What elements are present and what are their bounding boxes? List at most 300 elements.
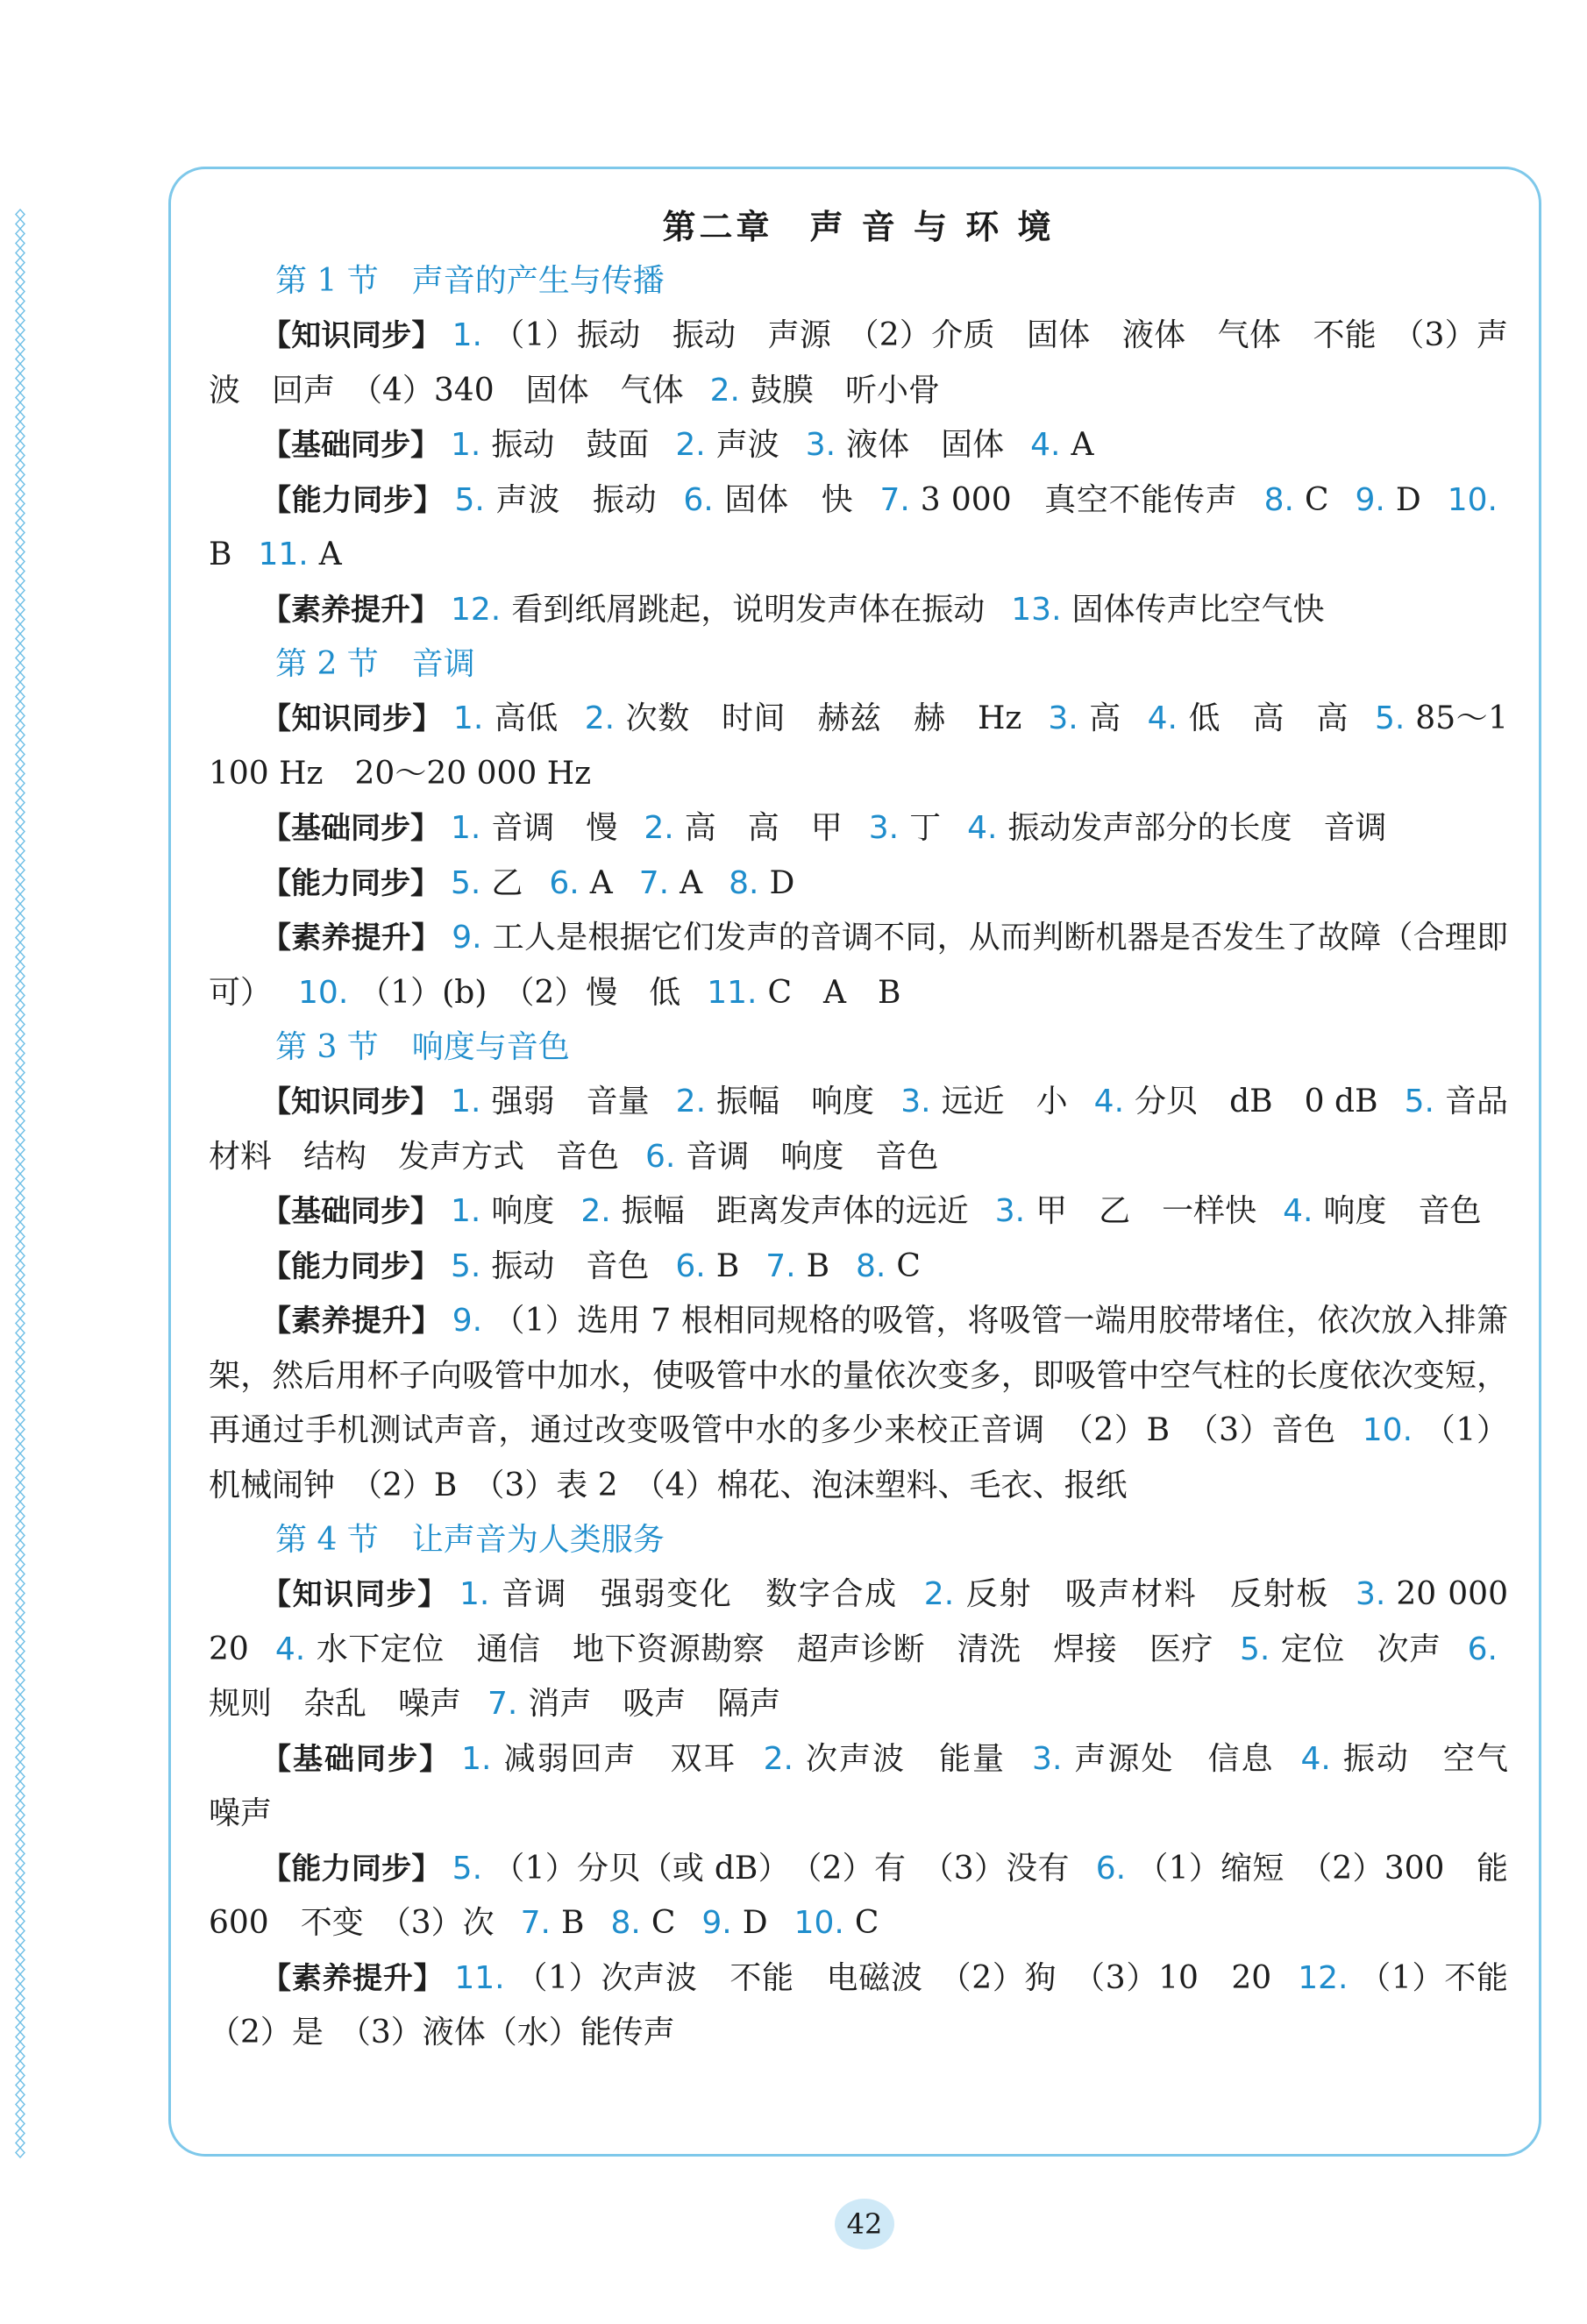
answer-text: D [742, 1905, 768, 1941]
answer-text: 高低 [494, 700, 559, 736]
binding-diamond [16, 2071, 25, 2080]
answer-entry [209, 1567, 1541, 1732]
binding-diamond [16, 817, 25, 827]
answer-entry [209, 1951, 1541, 2061]
answer-text: 丁 [909, 810, 942, 846]
binding-diamond [16, 287, 25, 296]
binding-diamond [16, 1020, 25, 1029]
answer-text: 次数 时间 赫兹 赫 Hz [625, 700, 1022, 736]
binding-diamond [16, 383, 25, 393]
binding-diamond [16, 1502, 25, 1511]
answer-text: 液体 固体 [846, 427, 1005, 463]
binding-diamond [16, 952, 25, 962]
question-number: 4. [1093, 1084, 1125, 1119]
question-number: 9. [701, 1905, 732, 1941]
entry-category-tag: 【知识同步】 [261, 1577, 449, 1612]
binding-diamond [16, 1135, 25, 1145]
binding-diamond [16, 1646, 25, 1656]
answer-text: 声波 振动 [495, 481, 658, 518]
binding-diamond [16, 1328, 25, 1338]
binding-diamond [16, 2148, 25, 2157]
binding-diamond [16, 624, 25, 634]
question-number: 8. [856, 1247, 886, 1284]
entry-category-tag: 【素养提升】 [261, 1960, 445, 1996]
binding-diamond [16, 759, 25, 769]
answer-text: A [589, 864, 613, 901]
binding-diamond [16, 778, 25, 788]
binding-diamond [16, 1984, 25, 1994]
binding-diamond [16, 1193, 25, 1203]
binding-diamond [16, 1126, 25, 1135]
question-number: 7. [638, 864, 670, 901]
binding-diamond [16, 2003, 25, 2013]
binding-diamond [16, 1974, 25, 1984]
entry-category-tag: 【素养提升】 [261, 1304, 442, 1339]
question-number: 4. [1283, 1193, 1313, 1229]
answer-text: 振动发声部分的长度 音调 [1007, 810, 1387, 846]
binding-diamond [16, 2100, 25, 2109]
question-number: 2. [580, 1193, 611, 1229]
binding-diamond [16, 1048, 25, 1058]
section-number: 第 4 节 [275, 1522, 379, 1558]
answer-text: 低 高 高 [1188, 700, 1349, 736]
binding-diamond [16, 605, 25, 615]
binding-diamond [16, 1945, 25, 1955]
binding-diamond [16, 1290, 25, 1299]
binding-diamond [16, 393, 25, 402]
binding-diamond [16, 402, 25, 412]
binding-diamond [16, 1685, 25, 1695]
binding-diamond [16, 788, 25, 798]
binding-diamond [16, 1916, 25, 1926]
binding-diamond [16, 1772, 25, 1781]
sections-container [209, 254, 1541, 2061]
answer-text: 次声波 能量 [803, 1740, 1007, 1777]
binding-diamond [16, 1839, 25, 1849]
answer-entry [209, 1294, 1508, 1513]
binding-diamond [16, 537, 25, 547]
binding-diamond [16, 1531, 25, 1540]
question-number: 5. [451, 864, 481, 901]
question-number: 6. [645, 1138, 676, 1175]
question-number: 6. [549, 864, 580, 901]
binding-diamond [16, 528, 25, 537]
binding-diamond [16, 518, 25, 528]
binding-diamond [16, 1106, 25, 1116]
answer-text: 鼓膜 听小骨 [750, 372, 940, 409]
binding-diamond [16, 460, 25, 470]
binding-diamond [16, 942, 25, 952]
binding-diamond [16, 2090, 25, 2100]
binding-diamond [16, 721, 25, 730]
binding-diamond [16, 219, 25, 229]
section-title [209, 254, 1508, 309]
question-number: 8. [1263, 481, 1294, 518]
binding-diamond [16, 354, 25, 364]
binding-diamond [16, 923, 25, 933]
question-number: 4. [274, 1631, 306, 1667]
binding-diamond [16, 595, 25, 605]
binding-diamond [16, 1550, 25, 1560]
question-number: 5. [451, 1247, 481, 1284]
binding-diamond [16, 431, 25, 441]
section-number: 第 1 节 [275, 263, 379, 299]
binding-diamond [16, 865, 25, 875]
binding-diamond [16, 672, 25, 682]
binding-diamond [16, 991, 25, 1000]
answer-text: 85～1 100 Hz 20～20 000 Hz [209, 700, 1508, 792]
question-number: 7. [487, 1686, 518, 1722]
binding-diamond [16, 1714, 25, 1723]
binding-diamond [16, 1203, 25, 1212]
binding-diamond [16, 1752, 25, 1762]
answer-entry [209, 911, 1508, 1020]
question-number: 10. [298, 974, 349, 1011]
binding-diamond [16, 2119, 25, 2129]
binding-diamond [16, 856, 25, 865]
entry-category-tag: 【知识同步】 [261, 318, 442, 353]
binding-diamond [16, 1058, 25, 1068]
question-number: 6. [683, 481, 714, 518]
answer-text: 乙 [491, 864, 523, 901]
binding-diamond [16, 1801, 25, 1810]
answer-text: 分贝 dB 0 dB [1135, 1084, 1378, 1119]
answer-entry [209, 856, 1508, 912]
answer-text: 高 高 甲 [684, 810, 843, 846]
binding-diamond [16, 1434, 25, 1444]
binding-diamond [16, 1569, 25, 1579]
binding-diamond [16, 750, 25, 759]
binding-diamond [16, 962, 25, 971]
question-number: 1. [459, 1576, 490, 1612]
answer-entry [209, 1075, 1540, 1184]
binding-diamond [16, 1849, 25, 1858]
question-number: 4. [1147, 700, 1178, 736]
question-number: 3. [868, 810, 900, 846]
binding-diamond [16, 1261, 25, 1270]
binding-diamond [16, 1212, 25, 1222]
binding-diamond [16, 2032, 25, 2042]
binding-diamond [16, 1791, 25, 1801]
binding-diamond [16, 1579, 25, 1588]
binding-diamond [16, 345, 25, 354]
binding-diamond [16, 807, 25, 817]
binding-diamond [16, 1453, 25, 1463]
answer-entry [209, 473, 1508, 583]
binding-diamond [16, 682, 25, 692]
answer-text: B [715, 1247, 740, 1284]
question-number: 13. [1011, 591, 1062, 628]
answer-text: （1）缩短 （2）300 能 600 不变 （3）次 [209, 1850, 1541, 1941]
answer-text: 响度 [491, 1193, 555, 1229]
answer-text: 声源处 信息 [1072, 1740, 1275, 1777]
answer-text: 工人是根据它们发声的音调不同，从而判断机器是否发生了故障（合理即可） [209, 920, 1508, 1011]
binding-diamond [16, 1627, 25, 1637]
binding-diamond [16, 1704, 25, 1714]
answer-text: 响度 音色 [1323, 1193, 1482, 1229]
binding-diamond [16, 480, 25, 489]
binding-diamond [16, 1415, 25, 1425]
binding-diamond [16, 1560, 25, 1569]
answer-text: 声波 [715, 427, 779, 463]
binding-diamond [16, 238, 25, 248]
answer-entry [209, 309, 1508, 418]
binding-edge-decoration [12, 206, 28, 2161]
question-number: 2. [584, 700, 616, 736]
question-number: 10. [794, 1905, 844, 1941]
answer-text: 高 [1088, 700, 1121, 736]
binding-diamond [16, 1675, 25, 1685]
binding-diamond [16, 1463, 25, 1473]
entry-category-tag: 【知识同步】 [261, 1084, 441, 1119]
binding-diamond [16, 913, 25, 923]
binding-diamond [16, 1241, 25, 1251]
binding-diamond [16, 1868, 25, 1878]
binding-diamond [16, 1617, 25, 1627]
binding-diamond [16, 1309, 25, 1318]
binding-diamond [16, 1473, 25, 1482]
question-number: 5. [452, 1850, 483, 1887]
binding-diamond [16, 1781, 25, 1791]
answer-text: B [806, 1247, 830, 1284]
binding-diamond [16, 643, 25, 653]
binding-diamond [16, 1405, 25, 1415]
chapter-title: 第二章 声 音 与 环 境 [662, 208, 1055, 246]
binding-diamond [16, 904, 25, 913]
binding-diamond [16, 248, 25, 258]
answer-text: 减弱回声 双耳 [502, 1740, 737, 1777]
answer-entry [209, 801, 1508, 856]
question-number: 1. [451, 1193, 481, 1229]
answer-text: 振动 音色 [491, 1247, 650, 1284]
binding-diamond [16, 1637, 25, 1646]
entry-category-tag: 【素养提升】 [261, 920, 442, 956]
binding-diamond [16, 1878, 25, 1887]
answer-text: 振幅 距离发声体的远近 [621, 1193, 969, 1229]
binding-diamond [16, 422, 25, 431]
binding-diamond [16, 1511, 25, 1521]
binding-diamond [16, 1145, 25, 1155]
entry-category-tag: 【能力同步】 [261, 482, 445, 518]
binding-diamond [16, 885, 25, 894]
question-number: 1. [452, 317, 482, 353]
binding-diamond [16, 1251, 25, 1261]
binding-diamond [16, 1068, 25, 1077]
answer-text: A [680, 864, 703, 901]
binding-diamond [16, 1396, 25, 1405]
binding-diamond [16, 229, 25, 238]
binding-diamond [16, 441, 25, 451]
binding-diamond [16, 1666, 25, 1675]
binding-diamond [16, 2061, 25, 2071]
binding-diamond [16, 1318, 25, 1328]
question-number: 1. [451, 1084, 481, 1119]
answer-entry [209, 583, 1508, 638]
entry-category-tag: 【素养提升】 [261, 592, 440, 628]
answer-text: D [1395, 481, 1421, 518]
answer-text: 固体传声比空气快 [1071, 591, 1325, 628]
binding-diamond [16, 412, 25, 422]
question-number: 12. [1298, 1959, 1349, 1996]
answer-entry [209, 692, 1508, 801]
binding-diamond [16, 547, 25, 557]
binding-diamond [16, 2051, 25, 2061]
question-number: 3. [1048, 700, 1078, 736]
entry-category-tag: 【基础同步】 [261, 811, 440, 846]
binding-diamond [16, 277, 25, 287]
binding-diamond [16, 711, 25, 721]
binding-diamond [16, 1540, 25, 1550]
binding-diamond [16, 1810, 25, 1820]
question-number: 4. [1030, 427, 1061, 463]
section-name: 响度与音色 [411, 1029, 570, 1065]
answer-text: B [560, 1905, 585, 1941]
answer-text: 固体 快 [723, 481, 854, 518]
binding-diamond [16, 634, 25, 643]
question-number: 5. [1374, 700, 1406, 736]
binding-diamond [16, 335, 25, 345]
question-number: 6. [1095, 1850, 1127, 1887]
section-title [209, 637, 1508, 692]
binding-diamond [16, 1155, 25, 1164]
answer-text: （1）选用 7 根相同规格的吸管，将吸管一端用胶带堵住，依次放入排箫架，然后用杯子向吸管中加水，使吸管中水的量依次变多，即吸管中空气柱的长度依次变短，再通过手机测试声音，通过改变吸管中水的多少来校正音调 （2）B （3）音色 [209, 1303, 1508, 1448]
binding-diamond [16, 566, 25, 576]
answer-text: 消声 吸声 隔声 [528, 1686, 781, 1722]
binding-diamond [16, 586, 25, 595]
answer-entry [209, 1732, 1540, 1842]
binding-diamond [16, 489, 25, 499]
binding-diamond [16, 576, 25, 586]
binding-diamond [16, 1608, 25, 1617]
answer-text: （1）不能 （2）是 （3）液体（水）能传声 [209, 1959, 1541, 2050]
answer-text: 看到纸屑跳起，说明发声体在振动 [511, 591, 986, 628]
answer-text: 振动 鼓面 [491, 427, 650, 463]
binding-diamond [16, 692, 25, 701]
binding-diamond [16, 364, 25, 373]
binding-diamond [16, 1116, 25, 1126]
binding-diamond [16, 1338, 25, 1347]
section-title [209, 1513, 1508, 1567]
binding-diamond [16, 875, 25, 885]
binding-diamond [16, 2022, 25, 2032]
binding-diamond [16, 1270, 25, 1280]
binding-diamond [16, 1000, 25, 1010]
answer-entry [209, 418, 1508, 473]
binding-diamond [16, 557, 25, 566]
answer-text: C [651, 1905, 676, 1941]
binding-diamond [16, 1897, 25, 1907]
binding-diamond [16, 1347, 25, 1357]
binding-diamond [16, 894, 25, 904]
answer-entry [209, 1842, 1541, 1951]
answer-text: D [769, 864, 795, 901]
answer-text: 音调 强弱变化 数字合成 [500, 1576, 898, 1612]
binding-diamond [16, 663, 25, 672]
answer-text: A [1071, 427, 1094, 463]
binding-diamond [16, 470, 25, 480]
binding-diamond [16, 2080, 25, 2090]
question-number: 11. [258, 537, 309, 572]
binding-diamond [16, 740, 25, 750]
binding-diamond [16, 981, 25, 991]
binding-diamond [16, 1174, 25, 1183]
question-number: 10. [1362, 1412, 1413, 1448]
answer-text: 强弱 音量 [491, 1084, 650, 1119]
answer-text: 规则 杂乱 噪声 [209, 1686, 462, 1722]
section-number: 第 2 节 [275, 646, 379, 682]
question-number: 9. [1355, 481, 1385, 518]
question-number: 2. [923, 1576, 955, 1612]
binding-diamond [16, 1926, 25, 1936]
binding-diamond [16, 653, 25, 663]
binding-diamond [16, 1733, 25, 1743]
section-number: 第 3 节 [275, 1029, 379, 1065]
entry-category-tag: 【基础同步】 [261, 428, 440, 463]
answer-text: （1）机械闹钟 （2）B （3）表 2 （4）棉花、泡沫塑料、毛衣、报纸 [209, 1412, 1509, 1503]
binding-diamond [16, 1444, 25, 1453]
question-number: 11. [454, 1959, 505, 1996]
question-number: 7. [879, 481, 910, 518]
answer-text: C [854, 1905, 879, 1941]
binding-diamond [16, 499, 25, 508]
question-number: 3. [1356, 1576, 1386, 1612]
answer-text: 水下定位 通信 地下资源勘察 超声诊断 清洗 焊接 医疗 [316, 1631, 1213, 1667]
question-number: 8. [729, 864, 759, 901]
binding-diamond [16, 2109, 25, 2119]
section-name: 音调 [411, 646, 475, 682]
answer-text: 甲 乙 一样快 [1035, 1193, 1257, 1229]
binding-diamond [16, 1955, 25, 1965]
binding-diamond [16, 1376, 25, 1386]
question-number: 3. [900, 1084, 931, 1119]
answer-text: C [896, 1247, 921, 1284]
binding-diamond [16, 1425, 25, 1434]
question-number: 3. [994, 1193, 1026, 1229]
binding-diamond [16, 1858, 25, 1868]
binding-diamond [16, 1039, 25, 1048]
binding-diamond [16, 1723, 25, 1733]
binding-diamond [16, 1492, 25, 1502]
question-number: 9. [452, 1303, 483, 1339]
binding-diamond [16, 1077, 25, 1087]
answer-text: 音调 响度 音色 [686, 1138, 939, 1175]
binding-diamond [16, 769, 25, 778]
answer-text: C [1304, 481, 1329, 518]
binding-diamond [16, 615, 25, 624]
question-number: 10. [1447, 481, 1498, 518]
section-title [209, 1020, 1508, 1075]
entry-category-tag: 【能力同步】 [261, 1851, 442, 1887]
binding-diamond [16, 1164, 25, 1174]
binding-diamond [16, 1598, 25, 1608]
binding-diamond [16, 1357, 25, 1367]
binding-diamond [16, 1695, 25, 1704]
question-number: 5. [1404, 1084, 1434, 1119]
binding-diamond [16, 1588, 25, 1598]
answer-text: 音调 慢 [491, 810, 618, 846]
page-number: 42 [835, 2199, 894, 2249]
answer-text: （1）振动 振动 声源 （2）介质 固体 液体 气体 不能 （3）声波 回声 （4）340 固体 气体 [209, 317, 1508, 409]
question-number: 8. [610, 1905, 641, 1941]
binding-diamond [16, 1280, 25, 1290]
binding-diamond [16, 1820, 25, 1830]
binding-diamond [16, 2013, 25, 2022]
question-number: 2. [675, 427, 706, 463]
answer-text: 振幅 响度 [716, 1084, 875, 1119]
entry-category-tag: 【能力同步】 [261, 865, 440, 901]
binding-diamond [16, 1367, 25, 1376]
binding-diamond [16, 1521, 25, 1531]
